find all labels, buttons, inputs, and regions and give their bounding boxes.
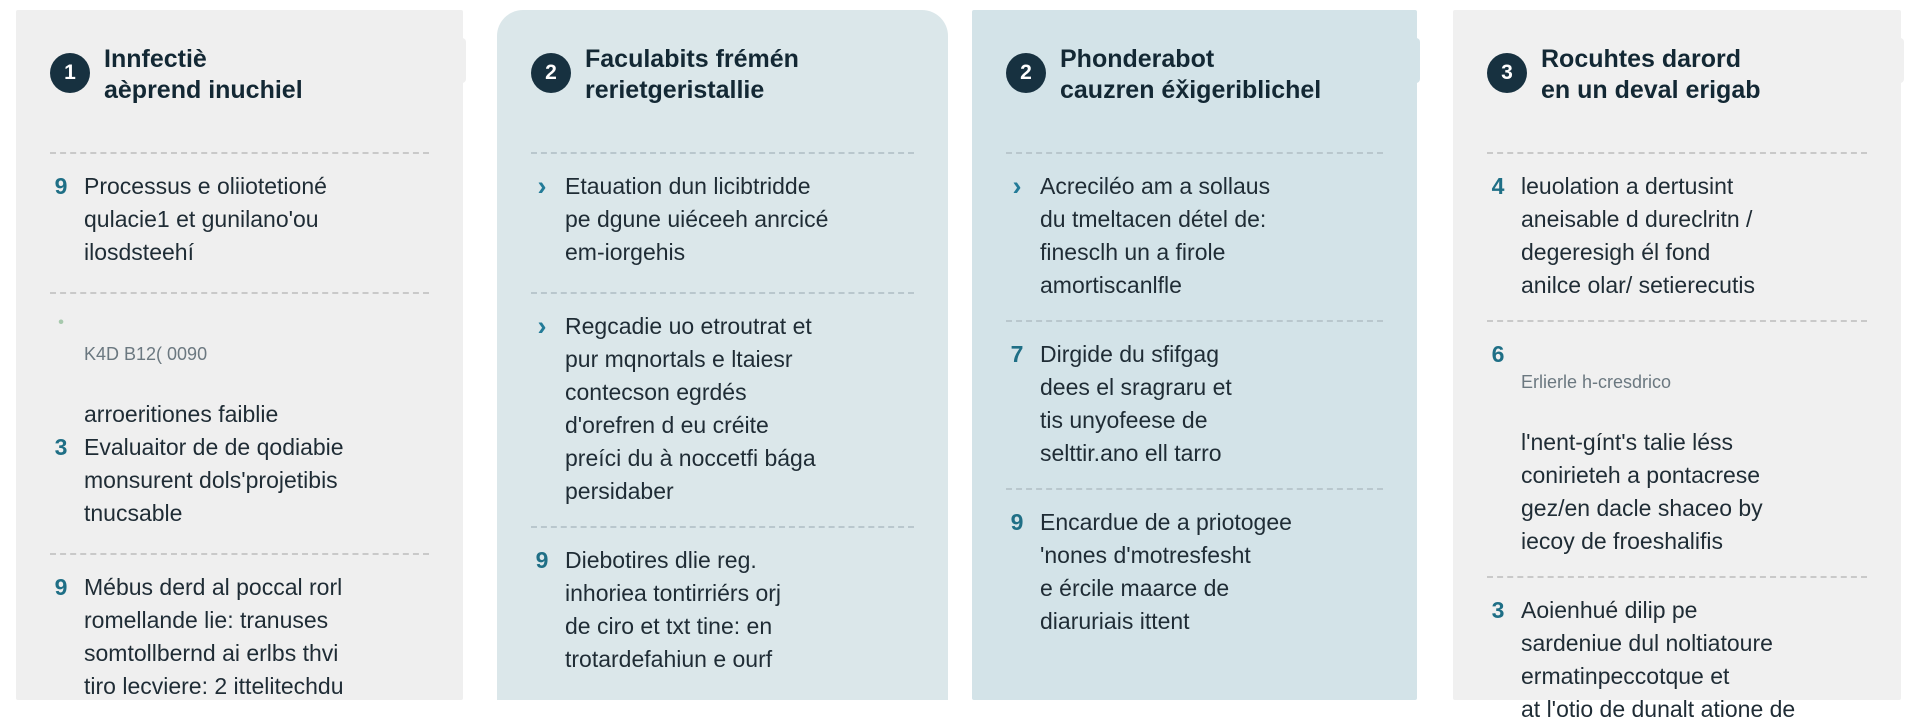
- item-number-marker: 9: [1010, 509, 1024, 535]
- list-item: [1006, 506, 1383, 638]
- item-highlight-label: Erlierle h-cresdrico: [1521, 372, 1672, 392]
- section-divider: [531, 292, 914, 294]
- item-code-label: K4D B12( 0090: [84, 344, 208, 364]
- column-title: Faculabits frémén rerietgeristallie: [585, 45, 799, 104]
- column-header: [50, 44, 429, 134]
- item-text: leuolation a dertusint aneisable d dureclritn / degeresigh él fond anilce olar/ setierecutis: [1521, 173, 1755, 298]
- column-title: Phonderabot cauzren éx̌igeriblichel: [1060, 45, 1322, 104]
- section-divider: [1006, 488, 1383, 490]
- column-header: [1487, 44, 1867, 134]
- column-header: [531, 44, 914, 134]
- item-number-marker: 6: [1491, 341, 1505, 367]
- item-number-marker: 7: [1010, 341, 1024, 367]
- list-item: [50, 431, 429, 535]
- item-text-group: [84, 310, 278, 431]
- item-text: Diebotires dlie reg. inhoriea tontirriérs orj de ciro et txt tine: en trotardefahiun e ourf: [565, 547, 782, 672]
- section-divider: [1006, 152, 1383, 154]
- list-item: [531, 170, 914, 274]
- section-divider: [531, 526, 914, 528]
- item-text: Acreciléo am a sollaus du tmeltacen détel de: finesclh un a firole amortiscanlfle: [1040, 173, 1271, 298]
- item-text: Encardue de a priotogee 'nones d'motresfesht e ércile maarce de diaruriais ittent: [1040, 509, 1292, 634]
- item-text: Regcadie uo etroutrat et pur mqnortals e ltaiesr contecson egrdés d'orefren d eu créite preíci du à noccetfi bága persidaber: [565, 313, 816, 504]
- step-number-badge: 2: [531, 53, 571, 93]
- section-divider: [50, 152, 429, 154]
- chevron-right-icon: ›: [1012, 171, 1022, 201]
- column-tab-notch: [1894, 38, 1904, 83]
- item-text: l'nent-gínt's talie léss conirieteh a pontacrese gez/en dacle shaceo by iecoy de froeshalifis: [1521, 429, 1763, 554]
- column-title: Innfectiè aèprend inuchiel: [104, 45, 303, 104]
- item-number-marker: 3: [54, 434, 68, 460]
- column-tab-notch: [456, 38, 466, 83]
- section-divider: [50, 292, 429, 294]
- workflow-column-3: [972, 10, 1417, 700]
- chevron-right-icon: ›: [537, 171, 547, 201]
- workflow-column-2: [497, 10, 948, 700]
- item-text: Mébus derd al poccal rorl romellande lie: tranuses somtollbernd ai erlbs thvi tiro lecviere: 2 ittelitechdu: [84, 574, 344, 699]
- list-item: [1487, 338, 1867, 558]
- column-title: Rocuhtes darord en un deval erigab: [1541, 45, 1761, 104]
- item-number-marker: 4: [1491, 173, 1505, 199]
- section-divider: [531, 152, 914, 154]
- section-divider: [1487, 320, 1867, 322]
- list-item: [50, 571, 429, 703]
- item-text: Dirgide du sfifgag dees el sragraru et tis unyofeese de selttir.ano ell tarro: [1040, 341, 1232, 466]
- section-divider: [50, 553, 429, 555]
- chevron-right-icon: ›: [537, 311, 547, 341]
- item-text: Evaluaitor de de qodiabie monsurent dols'projetibis tnucsable: [84, 434, 344, 526]
- item-number-marker: 3: [1491, 597, 1505, 623]
- item-number-marker: 9: [54, 574, 68, 600]
- item-text: Etauation dun licibtridde pe dgune uiéceeh anrcicé em-iorgehis: [565, 173, 829, 265]
- list-item: [50, 310, 429, 431]
- section-divider: [1487, 152, 1867, 154]
- list-item: [50, 170, 429, 274]
- list-item: [1006, 170, 1383, 302]
- list-item: [1487, 594, 1867, 726]
- list-item: [531, 310, 914, 508]
- item-text: arroeritiones faiblie: [84, 401, 279, 427]
- workflow-column-4: [1453, 10, 1901, 722]
- item-text: Aoienhué dilip pe sardeniue dul noltiatoure ermatinpeccotque et at l'otio de dunalt atione de: [1521, 597, 1796, 722]
- workflow-column-1: [16, 10, 463, 700]
- step-number-badge: 2: [1006, 53, 1046, 93]
- item-text: Processus e oliiotetioné qulacie1 et gunilano'ou ilosdsteehí: [84, 173, 327, 265]
- item-number-marker: 9: [535, 547, 549, 573]
- item-dot-marker: •: [58, 314, 64, 331]
- item-text-group: [1521, 338, 1763, 558]
- section-divider: [1487, 576, 1867, 578]
- list-item: [1487, 170, 1867, 302]
- item-number-marker: 9: [54, 173, 68, 199]
- section-divider: [1006, 320, 1383, 322]
- step-number-badge: 3: [1487, 53, 1527, 93]
- column-tab-notch: [1410, 38, 1420, 83]
- column-header: [1006, 44, 1383, 134]
- step-number-badge: 1: [50, 53, 90, 93]
- list-item: [531, 544, 914, 676]
- list-item: [1006, 338, 1383, 470]
